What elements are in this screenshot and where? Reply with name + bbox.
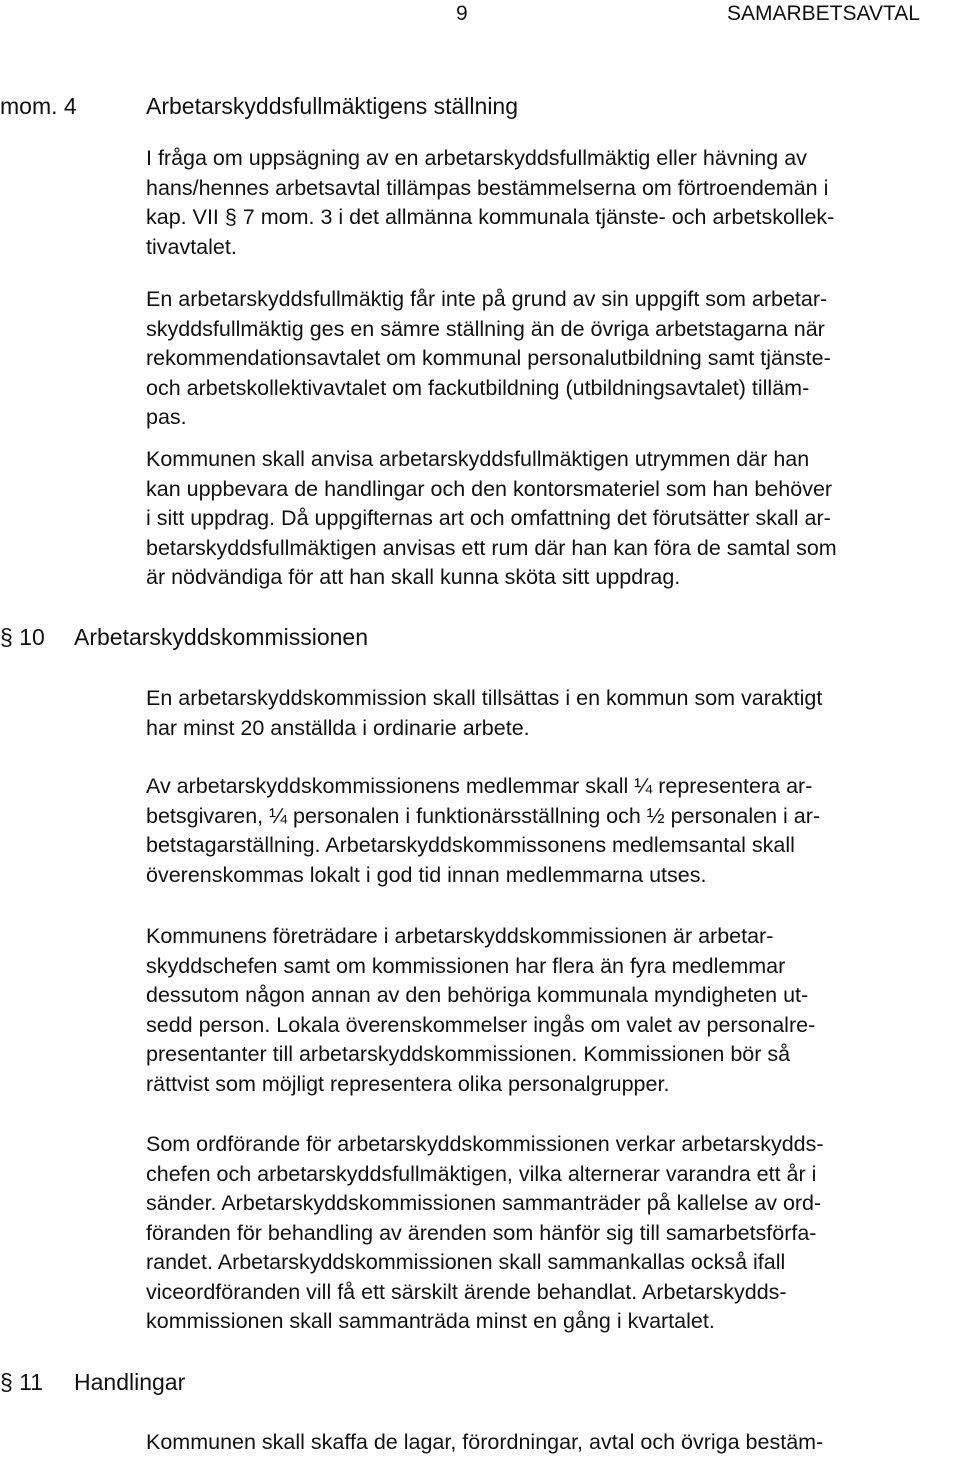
- text-line: randet. Arbetarskyddskommissionen skall sammankallas också ifall: [146, 1250, 786, 1274]
- text-line: hans/hennes arbetsavtal tillämpas bestämmelserna om förtroendemän i: [146, 175, 829, 200]
- text-line: sedd person. Lokala överenskommelser ingås om valet av personalre-: [146, 1012, 816, 1037]
- text-line: kap. VII § 7 mom. 3 i det allmänna kommunala tjänste- och arbetskollek-: [146, 205, 835, 229]
- text-line: i sitt uppdrag. Då uppgifternas art och omfattning det förutsätter skall ar-: [146, 506, 831, 530]
- text-line: överenskommas lokalt i god tid innan medlemmarna utses.: [146, 862, 707, 887]
- text-line: I fråga om uppsägning av en arbetarskyddsfullmäktig eller hävning av: [146, 146, 807, 170]
- text-line: kommissionen skall sammanträda minst en gång i kvartalet.: [146, 1309, 715, 1333]
- text-line: Av arbetarskyddskommissionens medlemmar skall ¼ representera ar-: [146, 774, 813, 798]
- text-line: betstagarställning. Arbetarskyddskommissonens medlemsantal skall: [146, 833, 795, 857]
- paragraph: [146, 1130, 950, 1337]
- text-line: sänder. Arbetarskyddskommissionen sammanträder på kallelse av ord-: [146, 1191, 822, 1215]
- text-line: skyddsfullmäktig ges en sämre ställning än de övriga arbetstagarna när: [146, 316, 825, 341]
- text-line: rättvist som möjligt representera olika personalgrupper.: [146, 1071, 670, 1096]
- text-line: Kommunen skall anvisa arbetarskyddsfullmäktigen utrymmen där han: [146, 447, 810, 471]
- section-number: § 11: [0, 1369, 44, 1395]
- text-line: pas.: [146, 405, 187, 429]
- paragraph: [146, 445, 950, 593]
- section-title: Arbetarskyddskommissionen: [74, 624, 369, 650]
- text-line: Som ordförande för arbetarskyddskommissionen verkar arbetarskydds-: [146, 1132, 824, 1156]
- text-line: Kommunen skall skaffa de lagar, förordningar, avtal och övriga bestäm-: [146, 1430, 824, 1454]
- text-line: är nödvändiga för att han skall kunna sköta sitt uppdrag.: [146, 565, 681, 589]
- text-line: rekommendationsavtalet om kommunal personalutbildning samt tjänste-: [146, 346, 831, 370]
- section-number: § 10: [0, 624, 45, 650]
- page-number: 9: [456, 2, 468, 25]
- text-line: Kommunens företrädare i arbetarskyddskommissionen är arbetar-: [146, 924, 774, 948]
- paragraph: [146, 684, 950, 743]
- paragraph: [146, 144, 950, 262]
- document-title: SAMARBETSAVTAL: [727, 2, 920, 25]
- text-line: betsgivaren, ¼ personalen i funktionärsställning och ½ personalen i ar-: [146, 803, 821, 828]
- text-line: föranden för behandling av ärenden som hänför sig till samarbetsförfa-: [146, 1220, 817, 1245]
- text-line: dessutom någon annan av den behöriga kommunala myndigheten ut-: [146, 983, 809, 1007]
- text-line: En arbetarskyddsfullmäktig får inte på grund av sin uppgift som arbetar-: [146, 287, 828, 311]
- text-line: kan uppbevara de handlingar och den kontorsmateriel som han behöver: [146, 476, 833, 501]
- text-line: En arbetarskyddskommission skall tillsättas i en kommun som varaktigt: [146, 686, 823, 710]
- text-line: chefen och arbetarskyddsfullmäktigen, vilka alternerar varandra ett år i: [146, 1161, 817, 1186]
- text-line: och arbetskollektivavtalet om fackutbildning (utbildningsavtalet) tilläm-: [146, 375, 810, 400]
- section-title: Arbetarskyddsfullmäktigens ställning: [146, 93, 519, 119]
- paragraph: [146, 922, 950, 1099]
- text-line: presentanter till arbetarskyddskommissionen. Kommissionen bör så: [146, 1042, 791, 1066]
- text-line: tivavtalet.: [146, 234, 237, 259]
- text-line: viceordföranden vill få ett särskilt ärende behandlat. Arbetarskydds-: [146, 1279, 787, 1304]
- paragraph: [146, 772, 950, 890]
- text-line: skyddschefen samt om kommissionen har flera än fyra medlemmar: [146, 953, 786, 978]
- paragraph: [146, 285, 950, 433]
- section-number: mom. 4: [0, 93, 77, 119]
- text-line: betarskyddsfullmäktigen anvisas ett rum där han kan föra de samtal som: [146, 535, 837, 560]
- paragraph: [146, 1428, 950, 1458]
- section-title: Handlingar: [74, 1369, 186, 1395]
- text-line: har minst 20 anställda i ordinarie arbete.: [146, 715, 530, 740]
